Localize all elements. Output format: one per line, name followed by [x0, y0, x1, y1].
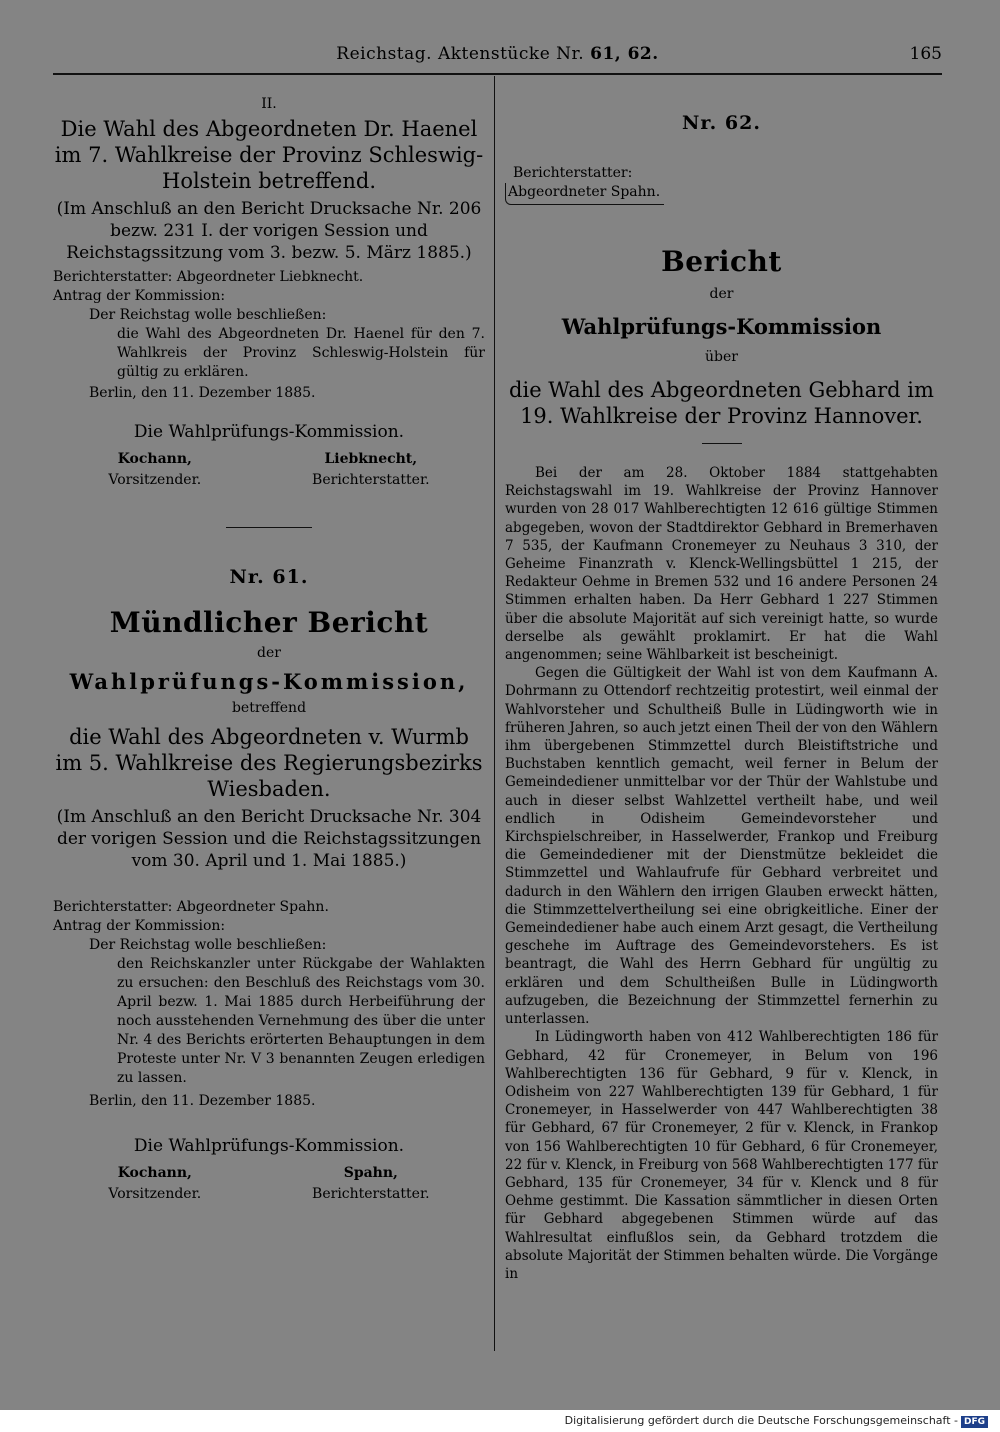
- commission-title: Wahlprüfungs-Kommission: [561, 314, 882, 339]
- subject-reference: (Im Anschluß an den Bericht Drucksache Nr. 304 der vorigen Session und die Reichstagssitzungen vom 30. April und 1. Mai 1885.): [56, 807, 482, 871]
- reporter-label: Berichterstatter:: [513, 165, 633, 181]
- chair-name-2: Kochann,: [117, 1165, 192, 1181]
- signatures-2: [53, 1163, 485, 1205]
- motion-label: Antrag der Kommission:: [53, 288, 226, 304]
- signature-reporter-2: [312, 1163, 430, 1205]
- footer-text: Digitalisierung gefördert durch die Deutsche Forschungsgemeinschaft -: [564, 1414, 958, 1427]
- reporter-line-2: Berichterstatter: Abgeordneter Spahn.: [53, 899, 329, 915]
- betreffend-label: betreffend: [231, 700, 307, 716]
- der-label: der: [257, 645, 281, 661]
- chair-role: Vorsitzender.: [108, 472, 202, 488]
- motion-text-2: den Reichskanzler unter Rückgabe der Wahlakten zu ersuchen: den Beschluß des Reichstags vom 30. April bezw. 1. Mai 1885 durch Herbeiführung der noch ausstehenden Vernehmung des über die unter Nr. 4 des Berichts erörterten Behauptungen in dem Proteste unter Nr. V 3 benannten Zeugen erledigen zu lassen.: [117, 956, 485, 1086]
- motion-label-2: Antrag der Kommission:: [53, 918, 226, 934]
- resolve-line: Der Reichstag wolle beschließen:: [89, 307, 327, 323]
- running-header: [53, 44, 942, 70]
- left-column: [53, 96, 485, 1205]
- reporter-role: Berichterstatter.: [312, 472, 430, 488]
- footer-credit: [565, 1414, 988, 1428]
- paragraph-3: In Lüdingworth haben von 412 Wahlberechtigten 186 für Gebhard, 42 für Cronemeyer, in Belum von 196 Wahlberechtigten 136 für Gebhard, 9 für v. Klenck, in Odisheim von 227 Wahlberechtigten 139 für Gebhard, 1 für Cronemeyer, in Hasselwerder von 447 Wahlberechtigten 38 für Gebhard, 67 für Cronemeyer, 2 für v. Klenck, in Frankop von 156 Wahlberechtigten 10 für Gebhard, 6 für Cronemeyer, 22 für v. Klenck, in Freiburg von 568 Wahlberechtigten 177 für Gebhard, 135 für Cronemeyer, 34 für v. Klenck und 8 für Oehme gestimmt. Die Kassation sämmtlicher in diesen Orten für Gebhard abgegebenen Stimmen würde auf das Wahlresultat einflußlos sein, da Gebhard trotzdem die absolute Majorität der Stimmen behalten würde. Die Vorgänge in: [505, 1029, 938, 1282]
- chair-role-2: Vorsitzender.: [108, 1186, 202, 1202]
- reporter-name: Abgeordneter Spahn.: [505, 183, 664, 205]
- reporter-name-2: Spahn,: [343, 1165, 398, 1181]
- signature-chair: [108, 449, 201, 491]
- section-reference: (Im Anschluß an den Bericht Drucksache Nr. 206 bezw. 231 I. der vorigen Session und Reichstagssitzung vom 3. bezw. 5. März 1885.): [56, 199, 482, 263]
- chair-name: Kochann,: [117, 451, 192, 467]
- right-column: [505, 112, 938, 1283]
- motion-text: die Wahl des Abgeordneten Dr. Haenel für den 7. Wahlkreis der Provinz Schleswig-Holstein für gültig zu erklären.: [117, 326, 485, 380]
- commission-name-2: Die Wahlprüfungs-Kommission.: [133, 1136, 405, 1156]
- dfg-logo: DFG: [961, 1416, 988, 1428]
- reporter-name: Liebknecht,: [324, 451, 418, 467]
- date-line: Berlin, den 11. Dezember 1885.: [89, 385, 316, 401]
- reporter-role-2: Berichterstatter.: [312, 1186, 430, 1202]
- signature-reporter: [312, 449, 430, 491]
- document-number-61: Nr. 61.: [229, 566, 309, 588]
- paragraph-2: Gegen die Gültigkeit der Wahl ist von dem Kaufmann A. Dohrmann zu Ottendorf rechtzeitig protestirt, weil einmal der Wahlvorsteher und Schultheiß Bulle in Lüdingworth wie in früheren Jahren, so auch jetzt einen Theil der von den Wählern ihm übergebenen Stimmzettel durch Bleistiftstriche und Buchstaben kenntlich gemacht, weil ferner in Belum der Gemeindediener unmittelbar vor der Thür der Wahlstube und auch in dieser selbst Wahlzettel vertheilt habe, und weil endlich in Odisheim Gemeindevorsteher und Kirchspielschreiber, in Hasselwerder, Frankop und Freiburg die Gemeindediener mit der Dienstmütze bekleidet die Stimmzettel und Wahlaufrufe für Gebhard verbreitet und dadurch in den Wählern den irrigen Glauben erweckt hätten, die Stimmzettelvertheilung sei eine obrigkeitliche. Einer der Gemeindediener habe auch einem Arzt gesagt, die Vertheilung geschehe im Auftrage des Gemeindevorstehers. Es ist beantragt, die Wahl des Herrn Gebhard für ungültig zu erklären und dem Schultheißen Bulle in Lüdingworth aufzugeben, die Bezeichnung der Stimmzettel fernerhin zu unterlassen.: [505, 665, 938, 1028]
- commission-name: Die Wahlprüfungs-Kommission.: [133, 422, 405, 442]
- reporter-block: [505, 164, 938, 205]
- der-label: der: [709, 286, 734, 302]
- section-separator: [702, 443, 742, 444]
- commission-title: Wahlprüfungs-Kommission,: [69, 669, 469, 694]
- reporter-line: Berichterstatter: Abgeordneter Liebknecht.: [53, 269, 364, 285]
- signature-chair-2: [108, 1163, 201, 1205]
- paragraph-1: Bei der am 28. Oktober 1884 stattgehabten Reichstagswahl im 19. Wahlkreise der Provinz Hannover wurden von 28 017 Wahlberechtigten 12 616 gültige Stimmen abgegeben, wovon der Stadtdirektor Gebhard in Bremerhaven 7 535, der Kaufmann Cronemeyer zu Neuhaus 3 310, der Geheime Finanzrath v. Klenck-Wellingsbüttel 1 215, der Redakteur Oehme in Bremen 532 und 16 andere Personen 24 Stimmen erhalten haben. Da Herr Gebhard 1 227 Stimmen über die absolute Majorität auf sich vereinigt hatte, so wurde derselbe als gewählt proklamirt. Er hat die Wahl angenommen; seine Wählbarkeit ist bescheinigt.: [505, 465, 938, 664]
- ueber-label: über: [705, 349, 738, 365]
- date-line-2: Berlin, den 11. Dezember 1885.: [89, 1093, 316, 1109]
- running-title-text: Reichstag. Aktenstücke Nr.: [336, 44, 585, 64]
- section-title: Die Wahl des Abgeordneten Dr. Haenel im 7. Wahlkreise der Provinz Schleswig-Holstein betreffend.: [54, 117, 484, 193]
- document-numbers: 61, 62.: [590, 44, 659, 64]
- report-title: Bericht: [661, 245, 782, 278]
- column-divider: [494, 76, 495, 1351]
- section-separator: [226, 527, 312, 528]
- page-number: 165: [909, 44, 942, 64]
- running-title: [53, 44, 942, 64]
- header-rule: [53, 73, 942, 75]
- resolve-line-2: Der Reichstag wolle beschließen:: [89, 937, 327, 953]
- report-title: Mündlicher Bericht: [109, 606, 429, 639]
- signatures: [53, 449, 485, 491]
- subject-line: die Wahl des Abgeordneten Gebhard im 19. Wahlkreise der Provinz Hannover.: [509, 378, 934, 428]
- subject-line: die Wahl des Abgeordneten v. Wurmb im 5. Wahlkreise des Regierungsbezirks Wiesbaden.: [55, 725, 483, 801]
- document-number-62: Nr. 62.: [682, 112, 761, 134]
- section-roman: II.: [261, 96, 277, 112]
